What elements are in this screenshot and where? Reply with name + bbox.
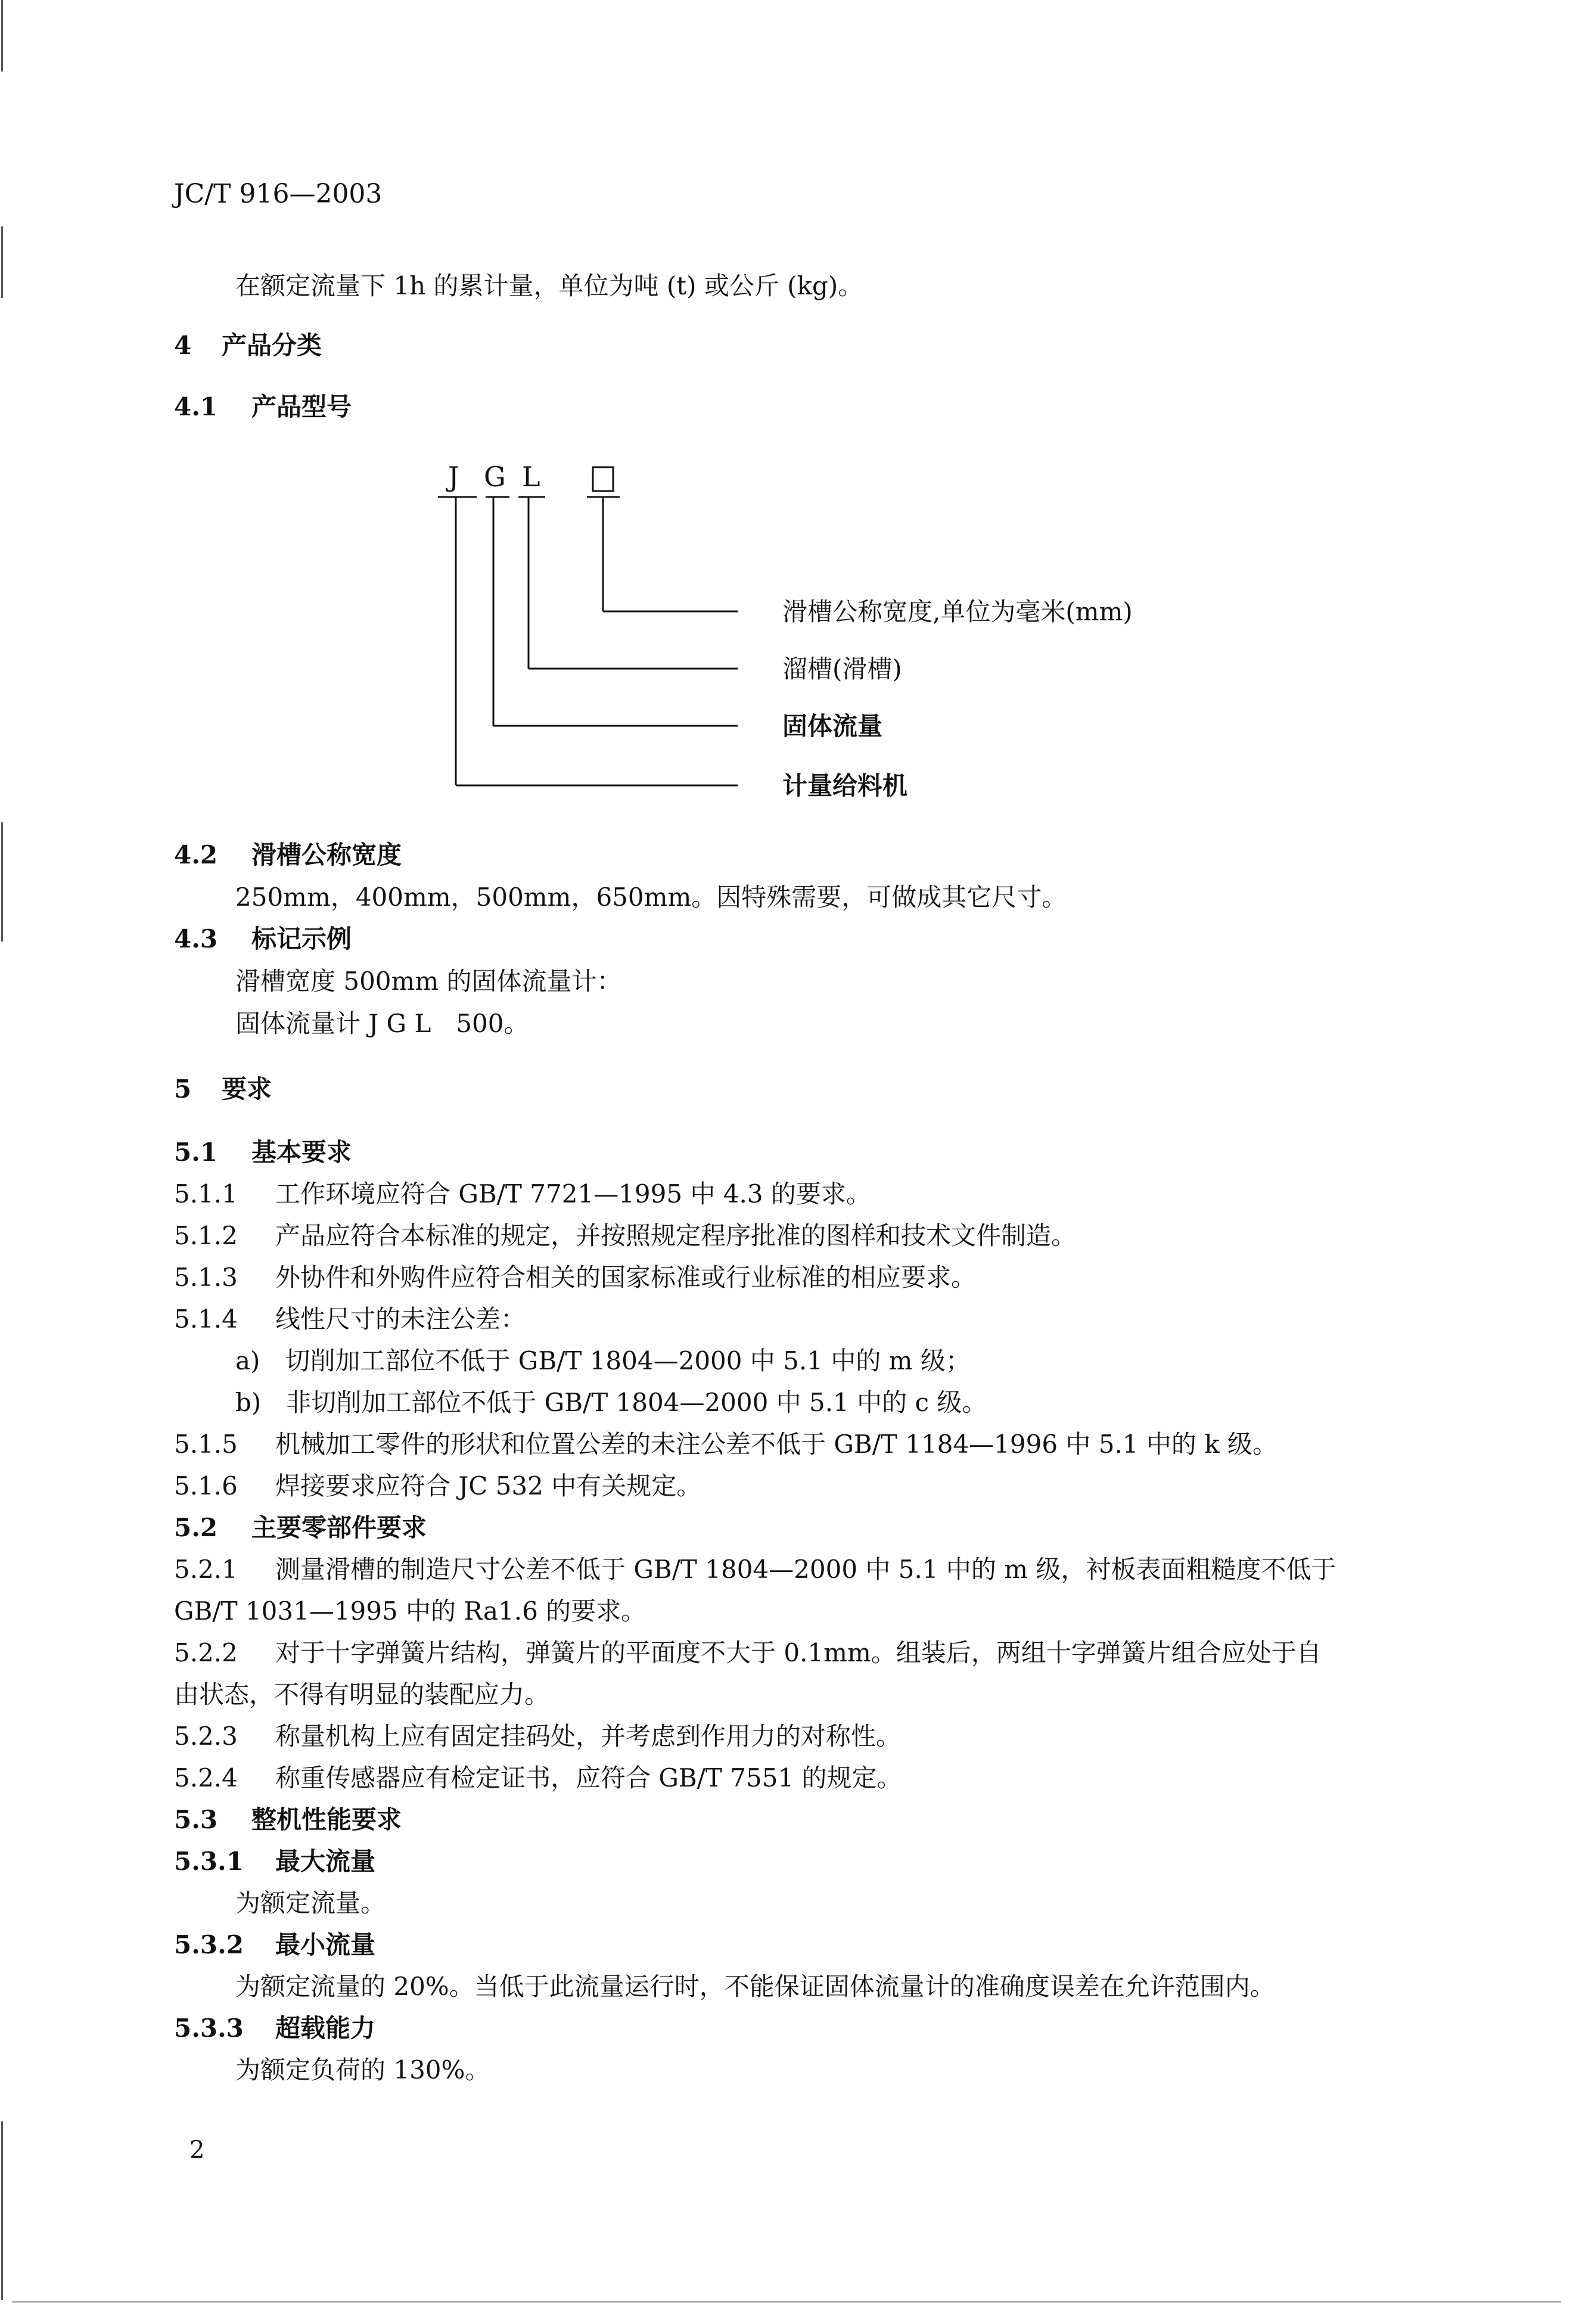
- clause-number: 5.3.2: [174, 1930, 244, 1959]
- clause-5-3-1-text: 为额定流量。: [235, 1888, 386, 1918]
- clause-text: 对于十字弹簧片结构，弹簧片的平面度不大于 0.1mm。组装后，两组十字弹簧片组合应处于自: [275, 1638, 1322, 1667]
- intro-line: 在额定流量下 1h 的累计量，单位为吨 (t) 或公斤 (kg)。: [235, 271, 863, 300]
- section-title: 主要零部件要求: [251, 1513, 427, 1542]
- clause-5-2-3: [174, 1720, 901, 1753]
- clause-5-1-5: [174, 1428, 1278, 1461]
- clause-number: 5.2.3: [174, 1722, 238, 1751]
- clause-number: 5.1.1: [174, 1179, 238, 1208]
- clause-text: 线性尺寸的未注公差：: [275, 1304, 526, 1334]
- section-title: 基本要求: [251, 1138, 352, 1167]
- clause-5-2-1-continued: GB/T 1031—1995 中的 Ra1.6 的要求。: [174, 1596, 646, 1626]
- code-letter-g: G: [484, 461, 506, 493]
- clause-5-2-2: [174, 1636, 1322, 1670]
- clause-5-1-4-a: a) 切削加工部位不低于 GB/T 1804—2000 中 5.1 中的 m 级；: [235, 1346, 971, 1375]
- clause-text: 产品应符合本标准的规定，并按照规定程序批准的图样和技术文件制造。: [275, 1221, 1077, 1250]
- clause-number: 5.1.3: [174, 1263, 238, 1292]
- clause-text: 外协件和外购件应符合相关的国家标准或行业标准的相应要求。: [275, 1263, 977, 1292]
- clause-5-3-3-text: 为额定负荷的 130%。: [235, 2055, 490, 2084]
- clause-number: 5.2.2: [174, 1638, 238, 1667]
- section-number: 5: [174, 1074, 192, 1104]
- clause-5-1-4-b: b) 非切削加工部位不低于 GB/T 1804—2000 中 5.1 中的 c 级。: [235, 1388, 987, 1417]
- clause-text: 测量滑槽的制造尺寸公差不低于 GB/T 1804—2000 中 5.1 中的 m 级，衬板表面粗糙度不低于: [275, 1555, 1336, 1584]
- section-4-1-heading: [174, 390, 352, 424]
- scan-edge-line: [1, 226, 3, 298]
- clause-number: 5.3.1: [174, 1847, 244, 1876]
- section-title: 要求: [222, 1074, 272, 1104]
- code-letter-j: J: [448, 461, 459, 493]
- page-number: 2: [189, 2136, 205, 2164]
- diagram-label-feeder: 计量给料机: [782, 771, 908, 800]
- clause-title: 最小流量: [275, 1930, 376, 1959]
- diagram-label-width: 滑槽公称宽度,单位为毫米(mm): [782, 597, 1133, 626]
- clause-text: 称重传感器应有检定证书，应符合 GB/T 7551 的规定。: [275, 1763, 902, 1792]
- section-4-2-text: 250mm，400mm，500mm，650mm。因特殊需要，可做成其它尺寸。: [235, 883, 1067, 912]
- clause-title: 最大流量: [275, 1847, 376, 1876]
- section-title: 产品型号: [251, 392, 352, 421]
- clause-5-2-2-continued: 由状态，不得有明显的装配应力。: [174, 1680, 550, 1709]
- clause-5-1-4: [174, 1303, 526, 1336]
- section-number: 5.3: [174, 1805, 218, 1834]
- clause-number: 5.2.4: [174, 1763, 238, 1792]
- section-title: 滑槽公称宽度: [251, 840, 402, 869]
- code-letter-l: L: [522, 461, 540, 493]
- clause-5-3-3-heading: [174, 2012, 375, 2045]
- clause-text: 称量机构上应有固定挂码处，并考虑到作用力的对称性。: [275, 1722, 902, 1751]
- clause-5-1-6: [174, 1469, 701, 1503]
- section-4-3-heading: [174, 922, 352, 956]
- scan-bottom-line: [12, 2301, 1561, 2303]
- section-number: 5.1: [174, 1138, 218, 1167]
- diagram-label-chute: 溜槽(滑槽): [782, 654, 902, 683]
- clause-text: 焊接要求应符合 JC 532 中有关规定。: [275, 1471, 702, 1500]
- clause-5-2-4: [174, 1761, 902, 1795]
- clause-text: 机械加工零件的形状和位置公差的未注公差不低于 GB/T 1184—1996 中 5.1 中的 k 级。: [275, 1430, 1278, 1459]
- clause-number: 5.1.2: [174, 1221, 238, 1250]
- scan-edge-line: [1, 2121, 3, 2300]
- section-title: 标记示例: [251, 924, 352, 953]
- clause-5-3-2-text: 为额定流量的 20%。当低于此流量运行时，不能保证固体流量计的准确度误差在允许范围内。: [235, 1972, 1275, 2001]
- clause-5-3-2-heading: [174, 1928, 375, 1962]
- section-5-3-heading: [174, 1803, 402, 1837]
- section-number: 4: [174, 331, 192, 360]
- section-4-3-line-1: 滑槽宽度 500mm 的固体流量计：: [235, 967, 622, 996]
- clause-number: 5.1.4: [174, 1304, 238, 1334]
- clause-5-1-2: [174, 1219, 1076, 1253]
- scan-edge-line: [1, 822, 3, 942]
- section-5-heading: [174, 1073, 272, 1106]
- section-number: 5.2: [174, 1513, 218, 1542]
- clause-number: 5.3.3: [174, 2014, 244, 2043]
- clause-text: 工作环境应符合 GB/T 7721—1995 中 4.3 的要求。: [275, 1179, 871, 1208]
- clause-number: 5.1.5: [174, 1430, 238, 1459]
- scan-edge-line: [1, 0, 3, 72]
- diagram-label-solid-flow: 固体流量: [782, 712, 883, 741]
- document-header: JC/T 916—2003: [174, 179, 383, 209]
- clause-5-2-1: [174, 1553, 1336, 1586]
- section-number: 4.2: [174, 840, 218, 869]
- section-title: 整机性能要求: [251, 1805, 402, 1834]
- section-title: 产品分类: [222, 331, 322, 360]
- section-4-heading: [174, 329, 322, 362]
- clause-title: 超载能力: [275, 2014, 376, 2043]
- clause-number: 5.2.1: [174, 1555, 238, 1584]
- section-4-3-line-2: 固体流量计 J G L 500。: [235, 1009, 529, 1038]
- clause-5-1-1: [174, 1177, 871, 1211]
- clause-5-1-3: [174, 1261, 976, 1294]
- section-4-2-heading: [174, 838, 402, 872]
- section-5-2-heading: [174, 1511, 427, 1545]
- section-5-1-heading: [174, 1136, 352, 1169]
- clause-number: 5.1.6: [174, 1471, 238, 1500]
- section-number: 4.3: [174, 924, 218, 953]
- section-number: 4.1: [174, 392, 218, 421]
- clause-5-3-1-heading: [174, 1845, 375, 1878]
